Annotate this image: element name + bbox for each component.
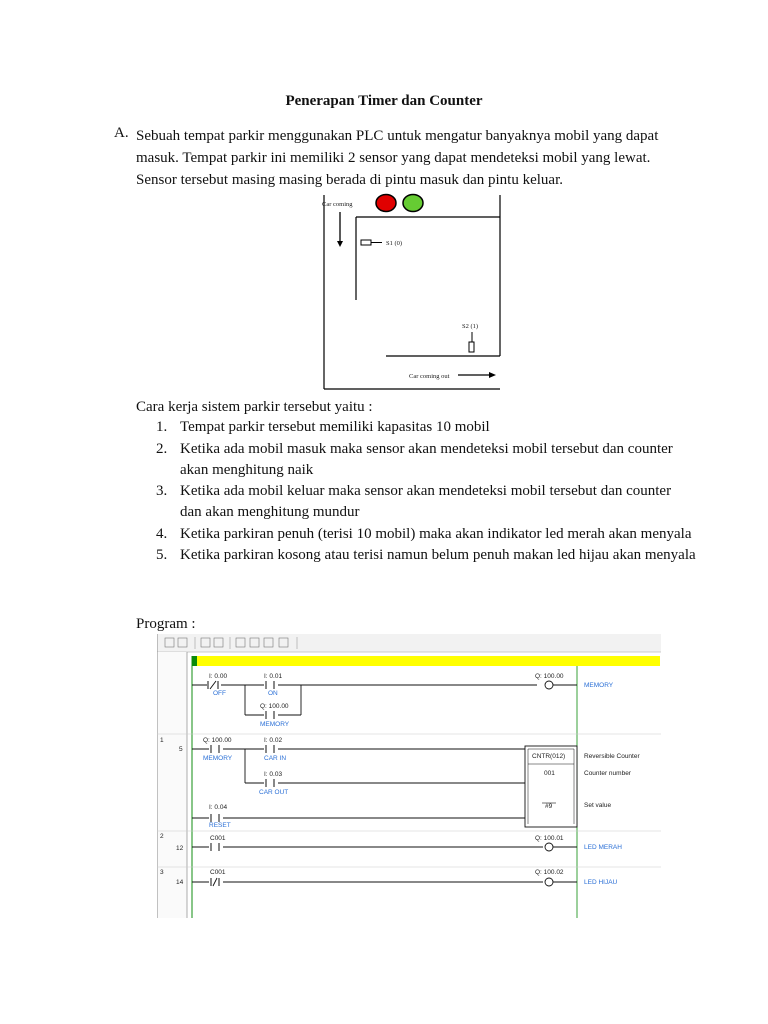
intro-line: Sensor tersebut masing masing berada di pintu masuk dan pintu keluar. xyxy=(136,172,564,188)
contact-label: I: 0.00 xyxy=(209,673,228,680)
page-title: Penerapan Timer dan Counter xyxy=(285,93,483,109)
rung-number: 3 xyxy=(160,869,164,876)
rung-cursor xyxy=(192,656,197,666)
contact-label: Q: 100.00 xyxy=(203,737,232,744)
step-number: 5 xyxy=(179,746,183,753)
sensor-s2-icon xyxy=(469,342,474,352)
contact-label: C001 xyxy=(210,835,226,842)
step-number: 14 xyxy=(176,879,184,886)
list-text: Ketika parkiran penuh (terisi 10 mobil) maka akan indikator led merah akan menyala xyxy=(180,525,692,542)
output-coil xyxy=(545,681,553,689)
entry-arrow-head xyxy=(337,241,343,247)
coil-comment: LED MERAH xyxy=(584,844,622,851)
list-number: 2. xyxy=(156,440,168,457)
sensor-s2-label: S2 (1) xyxy=(462,323,479,330)
contact-label: Q: 100.00 xyxy=(260,703,289,710)
car-coming-label: Car coming xyxy=(322,201,353,208)
steps-list xyxy=(136,417,696,567)
contact-label: I: 0.01 xyxy=(264,673,283,680)
list-item xyxy=(136,439,696,481)
list-number: 5. xyxy=(156,547,168,563)
contact-comment: OFF xyxy=(213,690,226,697)
contact-comment: CAR IN xyxy=(264,755,287,762)
list-text: Ketika ada mobil masuk maka sensor akan mendeteksi mobil tersebut dan counter akan menghitung naik xyxy=(180,440,673,478)
parking-diagram xyxy=(316,190,506,396)
contact-comment: RESET xyxy=(209,822,231,829)
list-text: Ketika parkiran kosong atau terisi namun belum penuh makan led hijau akan menyala xyxy=(180,547,696,563)
counter-set-value: #9 xyxy=(545,803,553,810)
contact-comment: MEMORY xyxy=(260,721,290,728)
list-number: 4. xyxy=(156,525,168,542)
red-led xyxy=(376,195,396,212)
contact-comment: ON xyxy=(268,690,278,697)
intro-paragraph xyxy=(136,125,696,191)
counter-comment: Counter number xyxy=(584,770,631,777)
step-number: 12 xyxy=(176,845,184,852)
ladder-diagram xyxy=(157,634,661,918)
list-item xyxy=(136,417,696,438)
contact-label: I: 0.04 xyxy=(209,804,228,811)
counter-number: 001 xyxy=(544,770,555,777)
list-item xyxy=(136,524,696,545)
contact-comment: MEMORY xyxy=(203,755,233,762)
ladder-toolbar xyxy=(157,634,661,652)
list-number: 1. xyxy=(156,419,168,435)
intro-line: Sebuah tempat parkir menggunakan PLC untuk mengatur banyaknya mobil yang dapat xyxy=(136,128,659,144)
list-number: 3. xyxy=(156,483,168,499)
sensor-s1-icon xyxy=(361,240,371,245)
intro-line: masuk. Tempat parkir ini memiliki 2 sensor yang dapat mendeteksi mobil yang lewat. xyxy=(136,150,651,166)
exit-arrow-head xyxy=(489,372,496,378)
selected-rung-highlight xyxy=(192,656,660,666)
coil-comment: LED HIJAU xyxy=(584,879,618,886)
cara-heading: Cara kerja sistem parkir tersebut yaitu : xyxy=(136,399,373,415)
coil-label: Q: 100.02 xyxy=(535,869,564,876)
counter-comment: Reversible Counter xyxy=(584,753,640,760)
green-led xyxy=(403,195,423,212)
coil-label: Q: 100.00 xyxy=(535,673,564,680)
contact-label: I: 0.02 xyxy=(264,737,283,744)
contact-label: I: 0.03 xyxy=(264,771,283,778)
list-text: Ketika ada mobil keluar maka sensor akan mendeteksi mobil tersebut dan counter dan akan menghitung mundur xyxy=(180,483,672,520)
coil-label: Q: 100.01 xyxy=(535,835,564,842)
contact-comment: CAR OUT xyxy=(259,789,289,796)
program-label: Program : xyxy=(136,616,196,632)
section-letter: A. xyxy=(114,125,129,141)
output-coil xyxy=(545,843,553,851)
output-coil xyxy=(545,878,553,886)
list-item xyxy=(136,545,696,566)
counter-instruction: CNTR(012) xyxy=(532,753,566,760)
counter-comment: Set value xyxy=(584,802,612,809)
coil-comment: MEMORY xyxy=(584,682,614,689)
car-out-label: Car coming out xyxy=(409,373,450,380)
contact-label: C001 xyxy=(210,869,226,876)
sensor-s1-label: S1 (0) xyxy=(386,240,403,247)
list-item xyxy=(136,481,696,523)
list-text: Tempat parkir tersebut memiliki kapasitas 10 mobil xyxy=(180,419,490,435)
rung-number: 2 xyxy=(160,833,164,840)
rung-number: 1 xyxy=(160,737,164,744)
